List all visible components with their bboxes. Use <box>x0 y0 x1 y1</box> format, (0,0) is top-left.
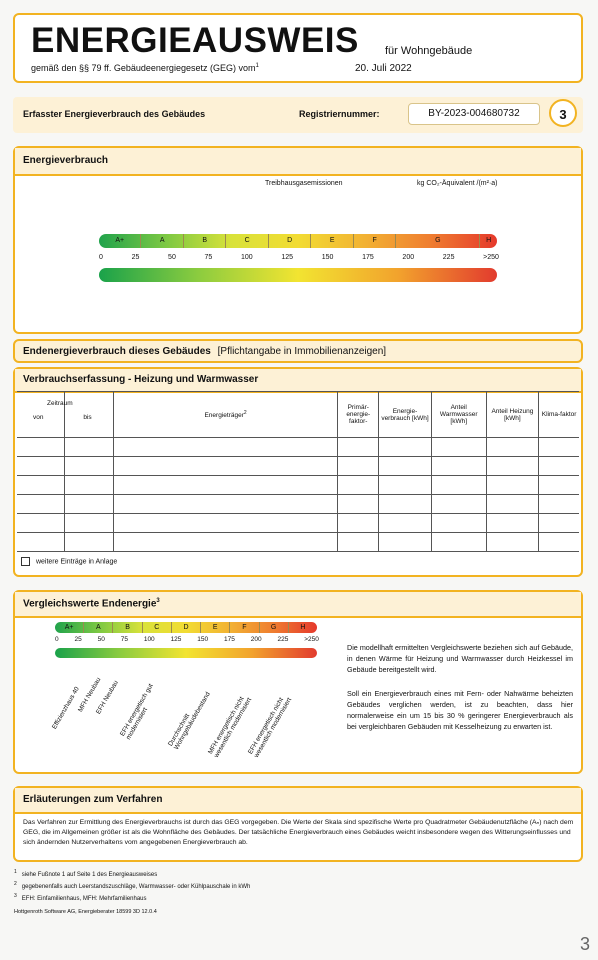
energy-class-scale <box>99 234 497 248</box>
col-heizung: Anteil Heizung [kWh] <box>486 392 539 438</box>
table-row <box>17 495 579 514</box>
tick: 100 <box>240 254 253 261</box>
tick: 50 <box>168 254 176 261</box>
col-primaer: Primär-energie-faktor- <box>338 392 379 438</box>
verbrauch-header <box>15 369 581 393</box>
col-zeitraum: Zeitraum <box>47 400 73 407</box>
tick: >250 <box>483 254 499 261</box>
compare-scale-ticks <box>55 636 319 643</box>
benchmark-label: MFH energetisch nicht wesentlich modernisiert <box>207 695 254 759</box>
verfahren-section <box>13 786 583 862</box>
benchmark-label: EFH energetisch gut modernisiert <box>119 682 155 741</box>
benchmark-label: EFH energetisch nicht wesentlich modernisiert <box>247 696 294 759</box>
tick: 225 <box>442 254 455 261</box>
tick: 150 <box>321 254 334 261</box>
verbrauch-title: Verbrauchserfassung - Heizung und Warmwasser <box>23 374 259 385</box>
energy-section-header <box>15 148 581 176</box>
registration-label: Registriernummer: <box>299 109 380 119</box>
footnotes <box>14 868 250 917</box>
class-label: F <box>230 622 259 633</box>
tick: 75 <box>120 636 128 643</box>
class-label: E <box>201 622 230 633</box>
verbrauch-table <box>17 391 579 552</box>
tick: 100 <box>143 636 155 643</box>
class-g: G <box>396 234 480 248</box>
more-entries-row <box>21 557 117 566</box>
class-label: G <box>260 622 289 633</box>
class-label: C <box>143 622 172 633</box>
vergleich-section <box>13 590 583 774</box>
document-date: 20. Juli 2022 <box>355 63 412 74</box>
title-box <box>13 13 583 83</box>
col-von: von <box>33 414 44 421</box>
tick: 200 <box>250 636 262 643</box>
footnote-1: $^1$ siehe Fußnote 1 auf Seite 1 des Energieausweises <box>14 869 158 878</box>
benchmark-label: MFH Neubau <box>77 676 103 714</box>
document-subtitle: für Wohngebäude <box>385 45 473 57</box>
col-klimafaktor: Klima-faktor <box>539 392 579 438</box>
class-label: A+ <box>55 622 84 633</box>
energy-gradient-bar <box>99 268 497 282</box>
class-b: B <box>184 234 226 248</box>
registration-bar <box>13 97 583 133</box>
vergleich-header <box>15 592 581 618</box>
consumption-label: Erfasster Energieverbrauch des Gebäudes <box>23 109 206 119</box>
col-warmwasser: Anteil Warmwasser [kWh] <box>431 392 486 438</box>
law-reference: gemäß den §§ 79 ff. Gebäudeenergiegesetz (GEG) vom$^1$ <box>31 63 259 73</box>
table-row <box>17 438 579 457</box>
tick: 150 <box>197 636 209 643</box>
footnote-3: $^3$ EFH: Einfamilienhaus, MFH: Mehrfamilienhaus <box>14 893 147 902</box>
page-corner-number: 3 <box>580 934 591 954</box>
energy-scale-ticks <box>99 254 499 261</box>
tick: 0 <box>55 636 59 643</box>
benchmark-label: EFH Neubau <box>95 679 120 716</box>
class-f: F <box>354 234 396 248</box>
table-row <box>17 476 579 495</box>
energy-section-title: Energieverbrauch <box>23 155 109 166</box>
more-entries-label: weitere Einträge in Anlage <box>35 558 118 566</box>
class-label: D <box>172 622 201 633</box>
tick: 25 <box>131 254 140 261</box>
table-row <box>17 457 579 476</box>
endenergie-header: Endenergieverbrauch dieses Gebäudes [Pflichtangabe in Immobilienanzeigen] <box>23 346 387 357</box>
compare-text-1: Die modellhaft ermittelten Vergleichswerte beziehen sich auf Gebäude, in denen Wärme für Heizung und Warmwasser durch Heizkessel im Gebäude bereitgestellt wird. <box>347 643 573 674</box>
class-label: H <box>300 624 306 631</box>
class-h: H <box>486 237 492 244</box>
class-a: A <box>141 234 183 248</box>
energy-section <box>13 146 583 334</box>
verbrauch-section <box>13 367 583 577</box>
table-row <box>17 514 579 533</box>
benchmark-label: Durchschnitt Wohngebäudebestand <box>167 690 212 751</box>
tick: 0 <box>99 254 103 261</box>
compare-text-2: Soll ein Energieverbrauch eines mit Fern- oder Nahwärme beheizten Gebäudes verglichen werden, ist zu beachten, dass hier normalerweise ein um 15 bis 30 % geringerer Energieverbrauch als bei vergleichbaren Gebäuden mit Kesselheizung zu erwarten ist. <box>347 689 573 731</box>
vergleich-title: Vergleichswerte Endenergie$^3$ <box>23 598 160 610</box>
compare-class-scale <box>55 622 317 633</box>
document-title: ENERGIEAUSWEIS <box>31 21 359 60</box>
class-label: A <box>84 622 113 633</box>
registration-number: BY-2023-004680732 <box>408 103 540 125</box>
footnote-2: $^2$ gegebenenfalls auch Leerstandszuschläge, Warmwasser- oder Kühlpauschale in kWh <box>14 881 251 890</box>
tick: 125 <box>281 254 294 261</box>
verfahren-text: Das Verfahren zur Ermittlung des Energieverbrauchs ist durch das GEG vorgegeben. Die Werte der Skala sind spezifische Werte pro Quadratmeter Gebäudenutzfläche (Aₙ) nach dem GEG, die im Allgemeinen größer ist als die Wohnfläche des Gebäudes. Der tatsächliche Energieverbrauch eines Gebäudes weicht insbesondere wegen des Witterungseinflusses und sich ändernden Nutzerverhaltens vom angegebenen Energieverbrauch ab. <box>23 819 574 846</box>
tick: 125 <box>170 636 182 643</box>
tick: 225 <box>277 636 289 643</box>
compare-gradient-bar <box>55 648 317 658</box>
more-entries-checkbox[interactable] <box>21 557 30 566</box>
verfahren-title: Erläuterungen zum Verfahren <box>23 794 163 805</box>
class-c: C <box>226 234 268 248</box>
class-a-plus: A+ <box>99 234 141 248</box>
ghg-unit: kg CO₂-Äquivalent /(m²·a) <box>417 180 498 187</box>
table-row <box>17 533 579 552</box>
class-e: E <box>311 234 353 248</box>
endenergie-section <box>13 339 583 363</box>
tick: 175 <box>224 636 235 643</box>
tick: 200 <box>402 254 415 261</box>
col-bis: bis <box>83 414 92 421</box>
class-label: B <box>113 622 142 633</box>
col-energieverbrauch: Energie-verbrauch [kWh] <box>379 392 432 438</box>
ghg-label: Treibhausgasemissionen <box>265 180 343 187</box>
tick: 75 <box>204 254 213 261</box>
tick: 50 <box>97 636 105 643</box>
tick: 175 <box>362 254 374 261</box>
col-energietraeger: Energieträger$^2$ <box>113 392 338 438</box>
tick: 25 <box>74 636 82 643</box>
benchmark-label: Effizienzhaus 40 <box>51 685 81 731</box>
tick: >250 <box>304 636 319 643</box>
page-number-badge: 3 <box>549 99 577 127</box>
class-d: D <box>269 234 311 248</box>
verfahren-header <box>15 788 581 814</box>
software-credit: Hottgenroth Software AG, Energieberater 18599 3D 12.0.4 <box>14 909 157 915</box>
